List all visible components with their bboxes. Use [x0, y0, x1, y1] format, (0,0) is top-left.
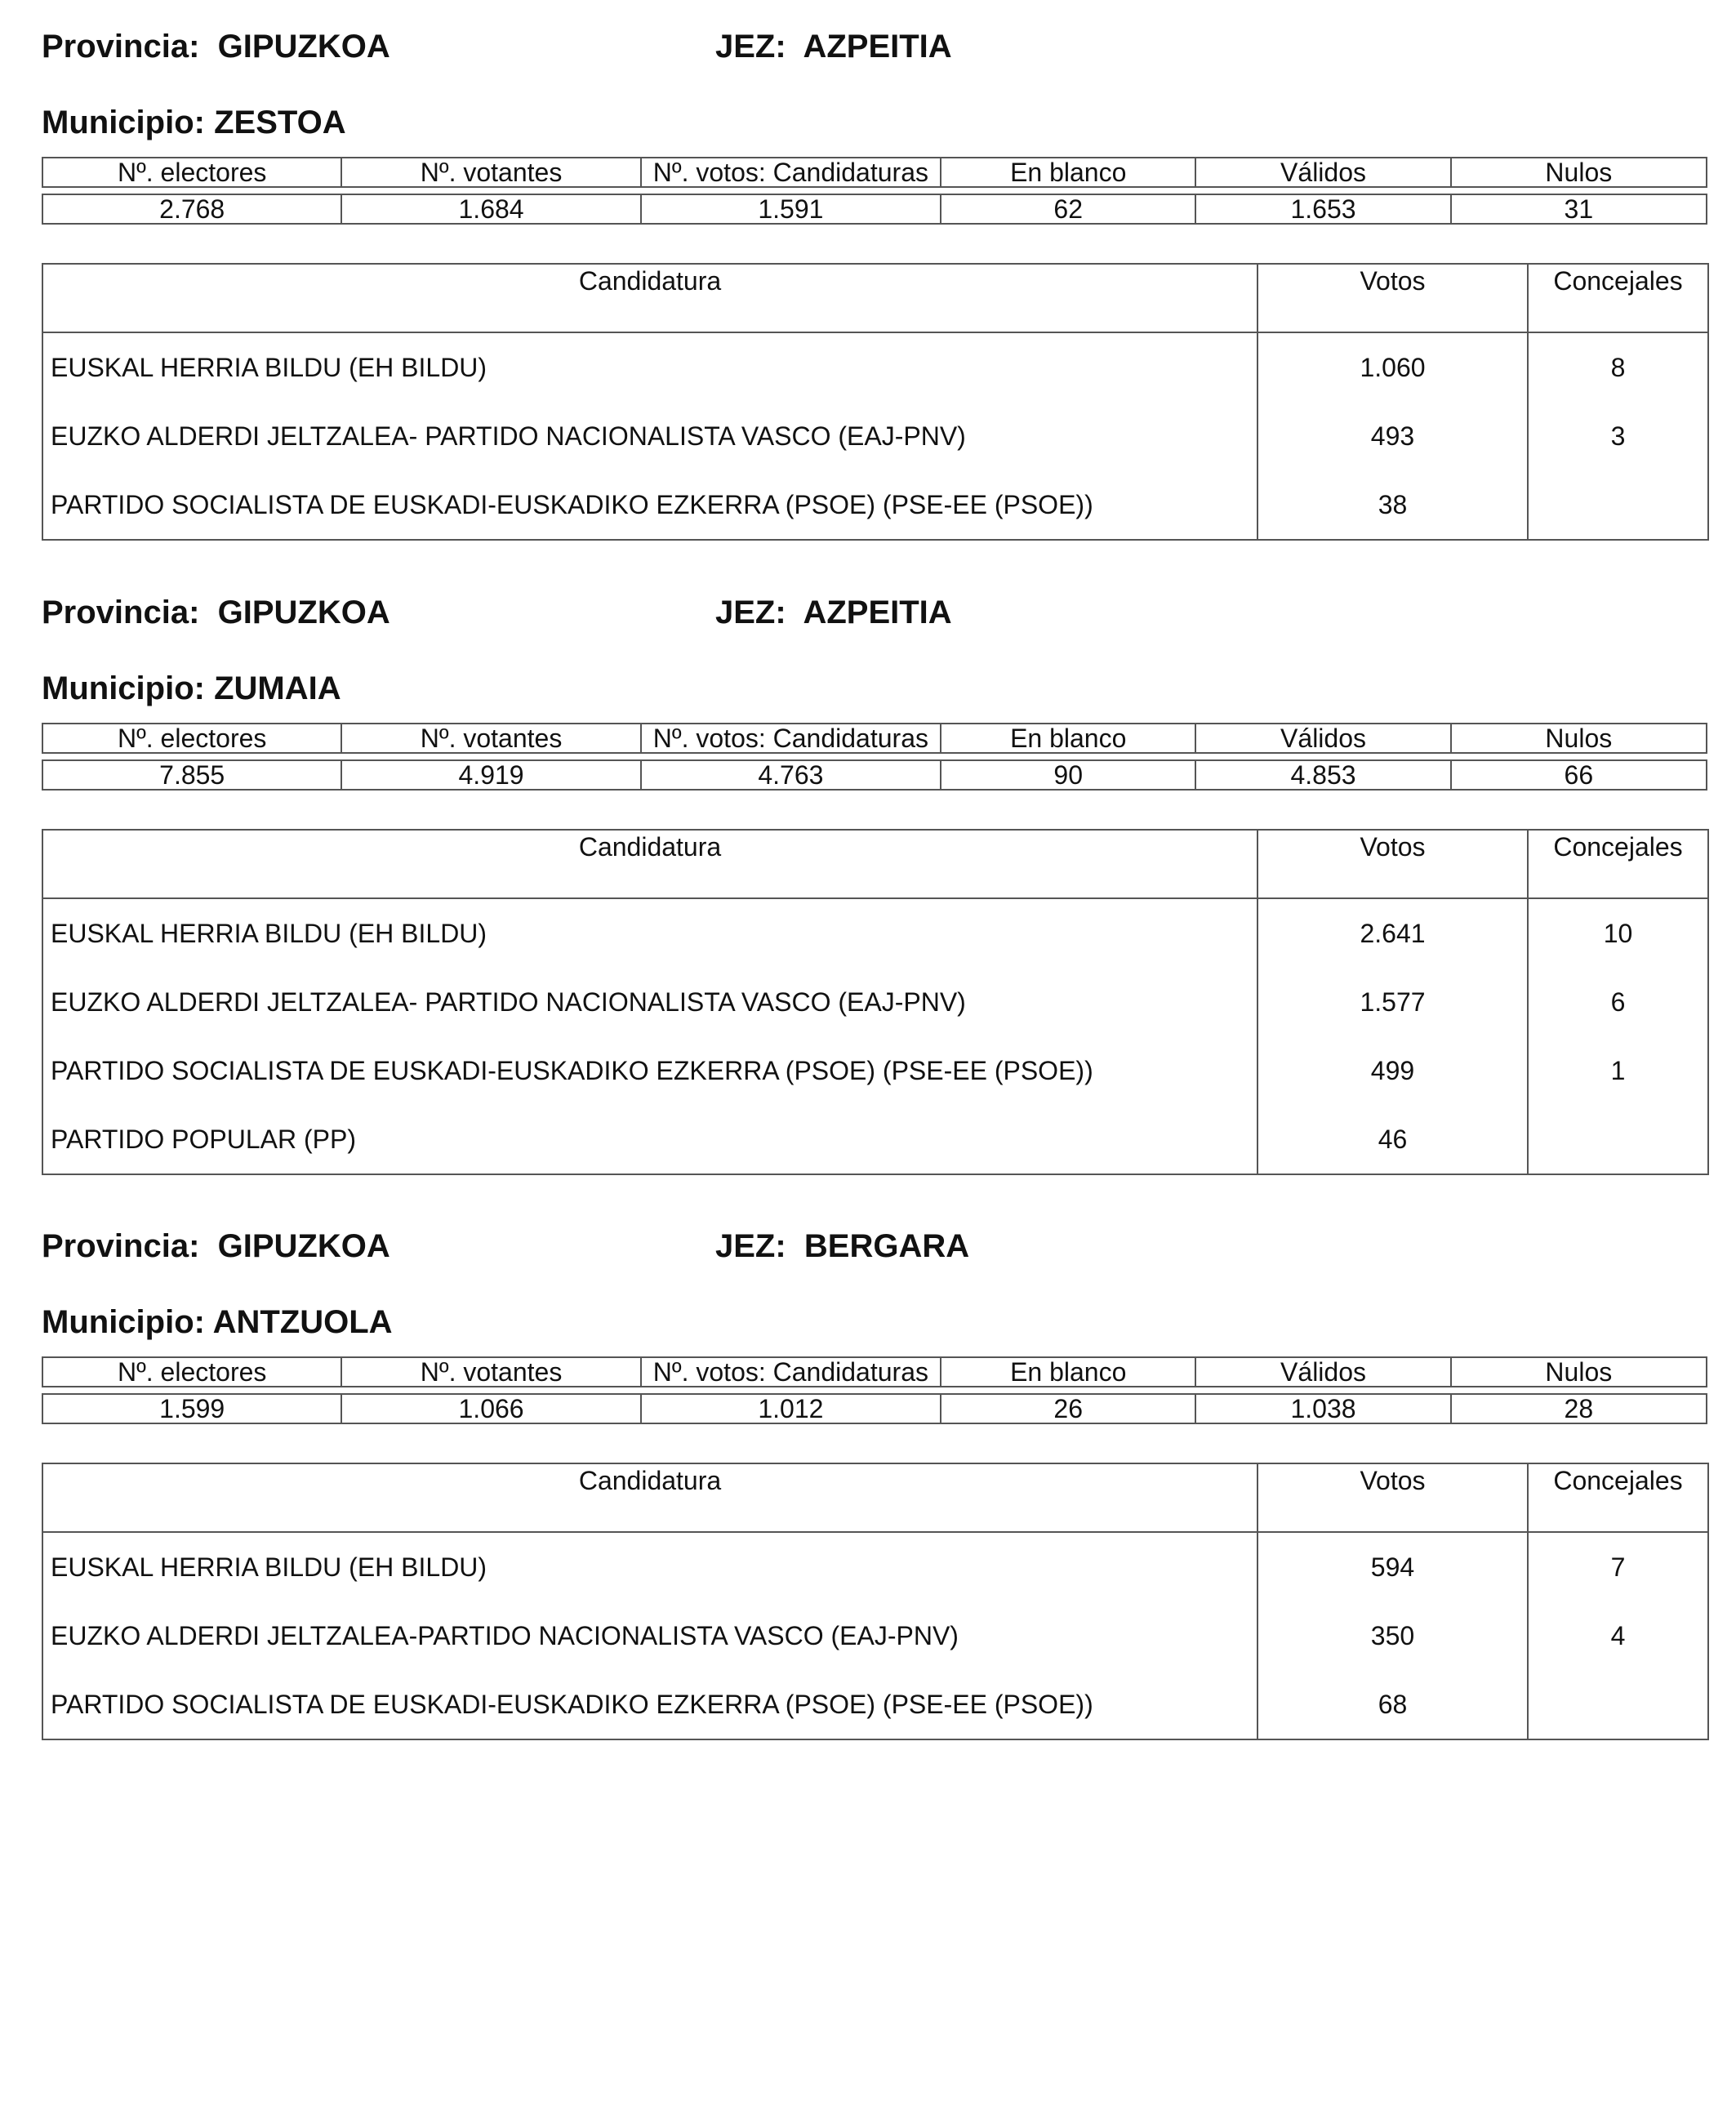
votos-header: Votos: [1257, 264, 1528, 332]
candidate-name: EUSKAL HERRIA BILDU (EH BILDU): [42, 1532, 1257, 1601]
candidate-concejales: 7: [1528, 1532, 1708, 1601]
votos-header: Votos: [1257, 1463, 1528, 1532]
stats-value: 90: [941, 760, 1195, 790]
stats-value: 31: [1451, 194, 1707, 224]
candidates-table: [42, 263, 1709, 541]
municipio-label: Municipio:: [42, 670, 205, 706]
candidate-name: PARTIDO SOCIALISTA DE EUSKADI-EUSKADIKO EZKERRA (PSOE) (PSE-EE (PSOE)): [42, 1670, 1257, 1739]
stats-header: Nº. votos: Candidaturas: [641, 724, 941, 753]
table-row: [42, 1601, 1708, 1670]
provincia-label: Provincia:: [42, 1228, 200, 1264]
candidate-name: EUZKO ALDERDI JELTZALEA- PARTIDO NACIONALISTA VASCO (EAJ-PNV): [42, 968, 1257, 1036]
candidate-concejales: [1528, 1670, 1708, 1739]
municipio-value: ANTZUOLA: [212, 1304, 393, 1340]
jez-label: JEZ:: [715, 29, 786, 65]
table-row: [42, 1036, 1708, 1105]
stats-header: En blanco: [941, 724, 1195, 753]
stats-table: [42, 1356, 1707, 1424]
stats-header: Nº. votantes: [341, 1357, 640, 1387]
candidate-name: PARTIDO SOCIALISTA DE EUSKADI-EUSKADIKO EZKERRA (PSOE) (PSE-EE (PSOE)): [42, 1036, 1257, 1105]
candidate-votos: 68: [1257, 1670, 1528, 1739]
candidates-header-row: [42, 830, 1708, 898]
jez-label: JEZ:: [715, 595, 786, 630]
jez-line: [715, 594, 952, 631]
municipio-value: ZUMAIA: [214, 670, 341, 706]
candidates-header-row: [42, 264, 1708, 332]
candidate-votos: 1.060: [1257, 332, 1528, 402]
jez-line: [715, 1227, 969, 1265]
municipio-value: ZESTOA: [214, 105, 346, 140]
candidate-votos: 46: [1257, 1105, 1528, 1174]
stats-value: 1.066: [341, 1394, 640, 1423]
jez-value: AZPEITIA: [803, 29, 952, 65]
votos-header: Votos: [1257, 830, 1528, 898]
stats-header: Nulos: [1451, 1357, 1707, 1387]
candidatura-header: Candidatura: [42, 264, 1257, 332]
stats-value: 26: [941, 1394, 1195, 1423]
jez-line: [715, 28, 952, 65]
jez-value: BERGARA: [803, 1228, 970, 1264]
candidate-name: EUZKO ALDERDI JELTZALEA- PARTIDO NACIONALISTA VASCO (EAJ-PNV): [42, 402, 1257, 470]
candidate-concejales: [1528, 470, 1708, 540]
stats-header: Nº. votos: Candidaturas: [641, 1357, 941, 1387]
stats-header: Nº. electores: [42, 1357, 341, 1387]
stats-value: 1.591: [641, 194, 941, 224]
candidate-concejales: [1528, 1105, 1708, 1174]
stats-value: 1.599: [42, 1394, 341, 1423]
concejales-header: Concejales: [1528, 1463, 1708, 1532]
stats-value: 4.919: [341, 760, 640, 790]
candidate-concejales: 4: [1528, 1601, 1708, 1670]
stats-value: 1.684: [341, 194, 640, 224]
table-row: [42, 402, 1708, 470]
candidate-name: EUZKO ALDERDI JELTZALEA-PARTIDO NACIONALISTA VASCO (EAJ-PNV): [42, 1601, 1257, 1670]
table-row: [42, 1105, 1708, 1174]
candidates-header-row: [42, 1463, 1708, 1532]
municipio-label: Municipio:: [42, 105, 205, 140]
candidate-votos: 38: [1257, 470, 1528, 540]
stats-value: 1.653: [1195, 194, 1450, 224]
stats-header-row: [42, 158, 1707, 187]
stats-header: Válidos: [1195, 158, 1450, 187]
stats-header: Válidos: [1195, 1357, 1450, 1387]
stats-value-row: [42, 194, 1707, 224]
stats-value-row: [42, 1394, 1707, 1423]
table-row: [42, 470, 1708, 540]
table-row: [42, 898, 1708, 968]
stats-header: En blanco: [941, 158, 1195, 187]
candidate-votos: 499: [1257, 1036, 1528, 1105]
stats-value-row: [42, 760, 1707, 790]
stats-header: Nulos: [1451, 724, 1707, 753]
candidate-votos: 493: [1257, 402, 1528, 470]
candidate-concejales: 1: [1528, 1036, 1708, 1105]
stats-header: Nº. votantes: [341, 158, 640, 187]
stats-header: Nº. votantes: [341, 724, 640, 753]
candidate-name: EUSKAL HERRIA BILDU (EH BILDU): [42, 898, 1257, 968]
candidate-concejales: 3: [1528, 402, 1708, 470]
candidates-table: [42, 829, 1709, 1175]
provincia-line: [42, 28, 390, 65]
provincia-line: [42, 594, 390, 631]
stats-header: Válidos: [1195, 724, 1450, 753]
candidate-votos: 1.577: [1257, 968, 1528, 1036]
stats-value: 7.855: [42, 760, 341, 790]
candidate-concejales: 8: [1528, 332, 1708, 402]
candidatura-header: Candidatura: [42, 1463, 1257, 1532]
table-row: [42, 968, 1708, 1036]
candidate-concejales: 6: [1528, 968, 1708, 1036]
stats-table: [42, 723, 1707, 791]
stats-header: En blanco: [941, 1357, 1195, 1387]
stats-header: Nº. votos: Candidaturas: [641, 158, 941, 187]
stats-value: 4.853: [1195, 760, 1450, 790]
stats-table: [42, 157, 1707, 225]
stats-value: 1.038: [1195, 1394, 1450, 1423]
municipio-line: [42, 104, 346, 141]
municipio-label: Municipio:: [42, 1304, 205, 1340]
stats-header: Nº. electores: [42, 724, 341, 753]
candidate-votos: 2.641: [1257, 898, 1528, 968]
stats-value: 4.763: [641, 760, 941, 790]
provincia-value: GIPUZKOA: [217, 1228, 390, 1264]
provincia-label: Provincia:: [42, 595, 200, 630]
stats-header: Nº. electores: [42, 158, 341, 187]
concejales-header: Concejales: [1528, 264, 1708, 332]
candidatura-header: Candidatura: [42, 830, 1257, 898]
jez-value: AZPEITIA: [803, 595, 952, 630]
candidate-name: PARTIDO SOCIALISTA DE EUSKADI-EUSKADIKO EZKERRA (PSOE) (PSE-EE (PSOE)): [42, 470, 1257, 540]
provincia-label: Provincia:: [42, 29, 200, 65]
provincia-value: GIPUZKOA: [217, 595, 390, 630]
jez-label: JEZ:: [715, 1228, 786, 1264]
provincia-line: [42, 1227, 390, 1265]
stats-value: 28: [1451, 1394, 1707, 1423]
stats-value: 2.768: [42, 194, 341, 224]
stats-value: 62: [941, 194, 1195, 224]
municipio-line: [42, 670, 341, 707]
candidate-name: PARTIDO POPULAR (PP): [42, 1105, 1257, 1174]
candidates-table: [42, 1463, 1709, 1740]
candidate-votos: 350: [1257, 1601, 1528, 1670]
table-row: [42, 332, 1708, 402]
stats-value: 66: [1451, 760, 1707, 790]
stats-header-row: [42, 724, 1707, 753]
stats-value: 1.012: [641, 1394, 941, 1423]
municipio-line: [42, 1303, 393, 1341]
candidate-concejales: 10: [1528, 898, 1708, 968]
table-row: [42, 1670, 1708, 1739]
provincia-value: GIPUZKOA: [217, 29, 390, 65]
candidate-votos: 594: [1257, 1532, 1528, 1601]
stats-header-row: [42, 1357, 1707, 1387]
candidate-name: EUSKAL HERRIA BILDU (EH BILDU): [42, 332, 1257, 402]
table-row: [42, 1532, 1708, 1601]
concejales-header: Concejales: [1528, 830, 1708, 898]
stats-header: Nulos: [1451, 158, 1707, 187]
